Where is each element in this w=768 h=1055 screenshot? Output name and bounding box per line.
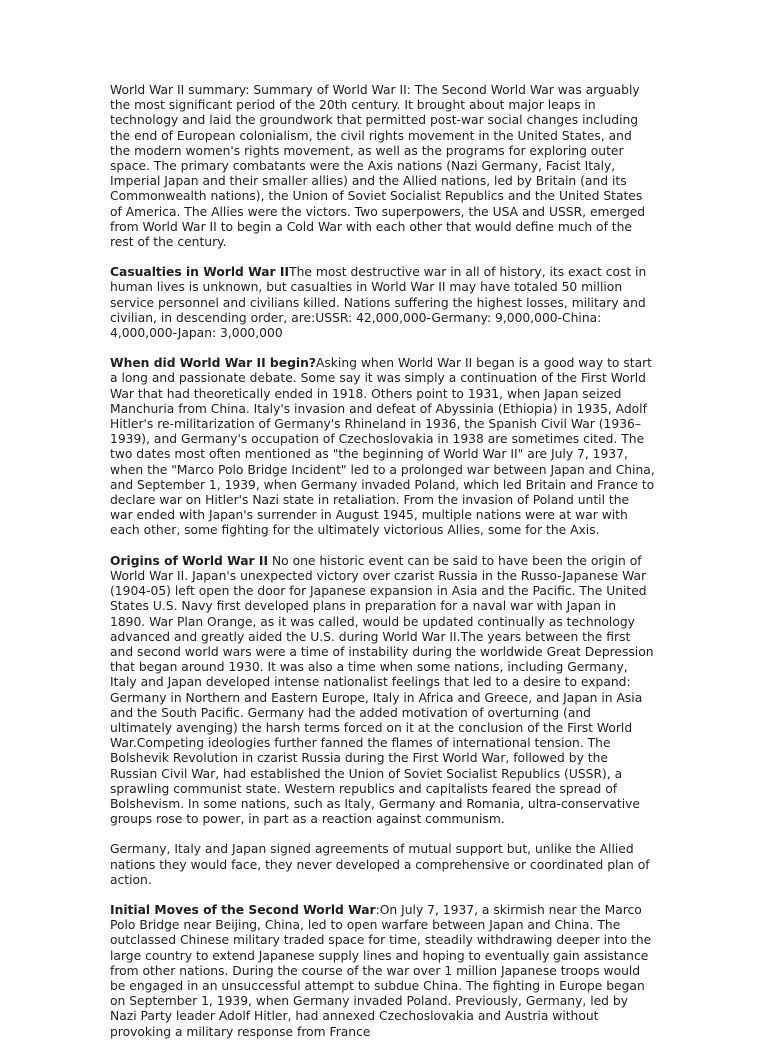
section-heading-casualties: Casualties in World War II: [110, 265, 290, 280]
paragraph-text: Germany, Italy and Japan signed agreements of mutual support but, unlike the Allied nations they would face, they never developed a comprehensive or coordinated plan of action.: [110, 842, 650, 887]
section-heading-initial-moves: Initial Moves of the Second World War: [110, 902, 376, 917]
paragraph-text: :On July 7, 1937, a skirmish near the Marco Polo Bridge near Beijing, China, led to open warfare between Japan and China. The outclassed Chinese military traded space for time, steadily withdrawing deeper into the large country to extend Japanese supply lines and hoping to eventually gain assistance from other nations. During the course of the war over 1 million Japanese troops would be engaged in an unsuccessful attempt to subdue China. The fighting in Europe began on September 1, 1939, when Germany invaded Poland. Previously, Germany, led by Nazi Party leader Adolf Hitler, had annexed Czechoslovakia and Austria without provoking a military response from France: [110, 902, 652, 1039]
document-body: [110, 83, 655, 1055]
paragraph-text: The most destructive war in all of history, its exact cost in human lives is unknown, but casualties in World War II may have totaled 50 million service personnel and civilians killed. Nations suffering the highest losses, military and civilian, in descending order, are:USSR: 42,000,000-Germany: 9,000,000-China: 4,000,000-Japan: 3,000,000: [110, 265, 647, 341]
paragraph-text: World War II summary: Summary of World War II: The Second World War was arguably the most significant period of the 20th century. It brought about major leaps in technology and laid the groundwork that permitted post-war social changes including the end of European colonialism, the civil rights movement in the United States, and the modern women's rights movement, as well as the programs for exploring outer space. The primary combatants were the Axis nations (Nazi Germany, Facist Italy, Imperial Japan and their smaller allies) and the Allied nations, led by Britain (and its Commonwealth nations), the Union of Soviet Socialist Republics and the United States of America. The Allies were the victors. Two superpowers, the USA and USSR, emerged from World War II to begin a Cold War with each other that would define much of the rest of the century.: [110, 83, 646, 250]
paragraph-text: Asking when World War II began is a good way to start a long and passionate debate. Some say it was simply a continuation of the First World War that had theoretically ended in 1918. Others point to 1931, when Japan seized Manchuria from China. Italy's invasion and defeat of Abyssinia (Ethiopia) in 1935, Adolf Hitler's re-militarization of Germany's Rhineland in 1936, the Spanish Civil War (1936–1939), and Germany's occupation of Czechoslovakia in 1938 are sometimes cited. The two dates most often mentioned as "the beginning of World War II" are July 7, 1937, when the "Marco Polo Bridge Incident" led to a prolonged war between Japan and China, and September 1, 1939, when Germany invaded Poland, which led Britain and France to declare war on Hitler's Nazi state in retaliation. From the invasion of Poland until the war ended with Japan's surrender in August 1945, multiple nations were at war with each other, some fighting for the ultimately victorious Allies, some for the Axis.: [110, 356, 655, 538]
paragraph-origins: [110, 554, 655, 828]
paragraph-summary: [110, 83, 655, 250]
paragraph-casualties: [110, 265, 655, 341]
paragraph-agreements: [110, 842, 655, 888]
section-heading-begin: When did World War II begin?: [110, 356, 316, 371]
paragraph-begin: [110, 356, 655, 538]
paragraph-initial-moves: [110, 903, 655, 1040]
paragraph-text: No one historic event can be said to have been the origin of World War II. Japan's unexpected victory over czarist Russia in the Russo-Japanese War (1904-05) left open the door for Japanese expansion in Asia and the Pacific. The United States U.S. Navy first developed plans in preparation for a naval war with Japan in 1890. War Plan Orange, as it was called, would be updated continually as technology advanced and greatly aided the U.S. during World War II.The years between the first and second world wars were a time of instability during the worldwide Great Depression that began around 1930. It was also a time when some nations, including Germany, Italy and Japan developed intense nationalist feelings that led to a desire to expand: Germany in Northern and Eastern Europe, Italy in Africa and Greece, and Japan in Asia and the South Pacific. Germany had the added motivation of overturning (and ultimately avenging) the harsh terms forced on it at the conclusion of the First World War.Competing ideologies further fanned the flames of international tension. The Bolshevik Revolution in czarist Russia during the First World War, followed by the Russian Civil War, had established the Union of Soviet Socialist Republics (USSR), a sprawling communist state. Western republics and capitalists feared the spread of Bolshevism. In some nations, such as Italy, Germany and Romania, ultra-conservative groups rose to power, in part as a reaction against communism.: [110, 553, 654, 827]
section-heading-origins: Origins of World War II: [110, 553, 269, 568]
